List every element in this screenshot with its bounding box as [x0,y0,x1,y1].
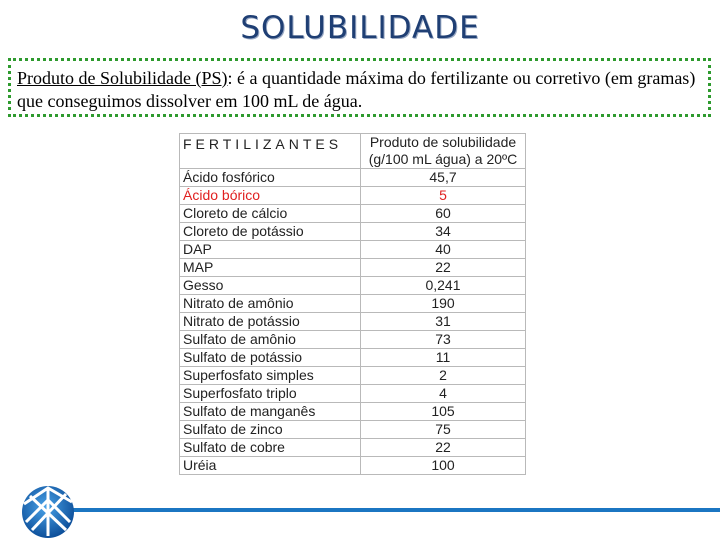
table-row [180,313,526,331]
definition-term: Produto de Solubilidade (PS) [17,68,228,88]
fertilizer-name: Ácido fosfórico [180,169,361,187]
page-title: SOLUBILIDADE [240,10,480,46]
solubility-value: 22 [361,259,526,277]
fertilizer-name: Sulfato de cobre [180,439,361,457]
fertilizer-name: Uréia [180,457,361,475]
header-solubility [361,134,526,169]
fertilizer-name: Nitrato de potássio [180,313,361,331]
solubility-value: 22 [361,439,526,457]
fertilizer-name: Gesso [180,277,361,295]
table-header-row [180,134,526,169]
solubility-value: 4 [361,385,526,403]
table-row [180,169,526,187]
fertilizer-name: MAP [180,259,361,277]
fertilizer-name: Nitrato de amônio [180,295,361,313]
solubility-value: 190 [361,295,526,313]
table-row [180,223,526,241]
table-row [180,403,526,421]
fertilizer-name: Superfosfato triplo [180,385,361,403]
table-row [180,205,526,223]
fertilizer-name: Superfosfato simples [180,367,361,385]
solubility-value: 0,241 [361,277,526,295]
definition-text: : é a quantidade máxima do fertilizante ou corretivo (em gramas) que conseguimos dissolver em 100 mL de água. [17,68,696,111]
solubility-value: 40 [361,241,526,259]
header-solubility-line2: (g/100 mL água) a 20ºC [368,151,518,167]
solubility-value: 100 [361,457,526,475]
solubility-value: 34 [361,223,526,241]
footer-accent-line [70,508,720,512]
table-row [180,277,526,295]
fertilizer-name: Sulfato de manganês [180,403,361,421]
header-fertilizantes: FERTILIZANTES [180,134,361,169]
table-row [180,241,526,259]
solubility-value: 105 [361,403,526,421]
fertilizer-name: Cloreto de cálcio [180,205,361,223]
fertilizer-name: Sulfato de amônio [180,331,361,349]
table-row [180,421,526,439]
fertilizer-name: Ácido bórico [180,187,361,205]
table-row [180,295,526,313]
fertilizer-name: Sulfato de potássio [180,349,361,367]
solubility-value: 11 [361,349,526,367]
table-row [180,331,526,349]
solubility-value: 5 [361,187,526,205]
solubility-value: 73 [361,331,526,349]
header-solubility-line1: Produto de solubilidade [369,134,517,150]
solubility-value: 60 [361,205,526,223]
table-row [180,439,526,457]
solubility-value: 45,7 [361,169,526,187]
fertilizer-name: Sulfato de zinco [180,421,361,439]
fertilizer-name: DAP [180,241,361,259]
table-row [180,385,526,403]
definition-box [8,58,711,117]
table-row [180,259,526,277]
globe-logo-icon [10,478,86,540]
fertilizer-name: Cloreto de potássio [180,223,361,241]
table-row [180,457,526,475]
solubility-value: 31 [361,313,526,331]
table-row [180,367,526,385]
table-row-highlighted [180,187,526,205]
solubility-value: 75 [361,421,526,439]
solubility-value: 2 [361,367,526,385]
solubility-table [179,133,526,475]
table-row [180,349,526,367]
